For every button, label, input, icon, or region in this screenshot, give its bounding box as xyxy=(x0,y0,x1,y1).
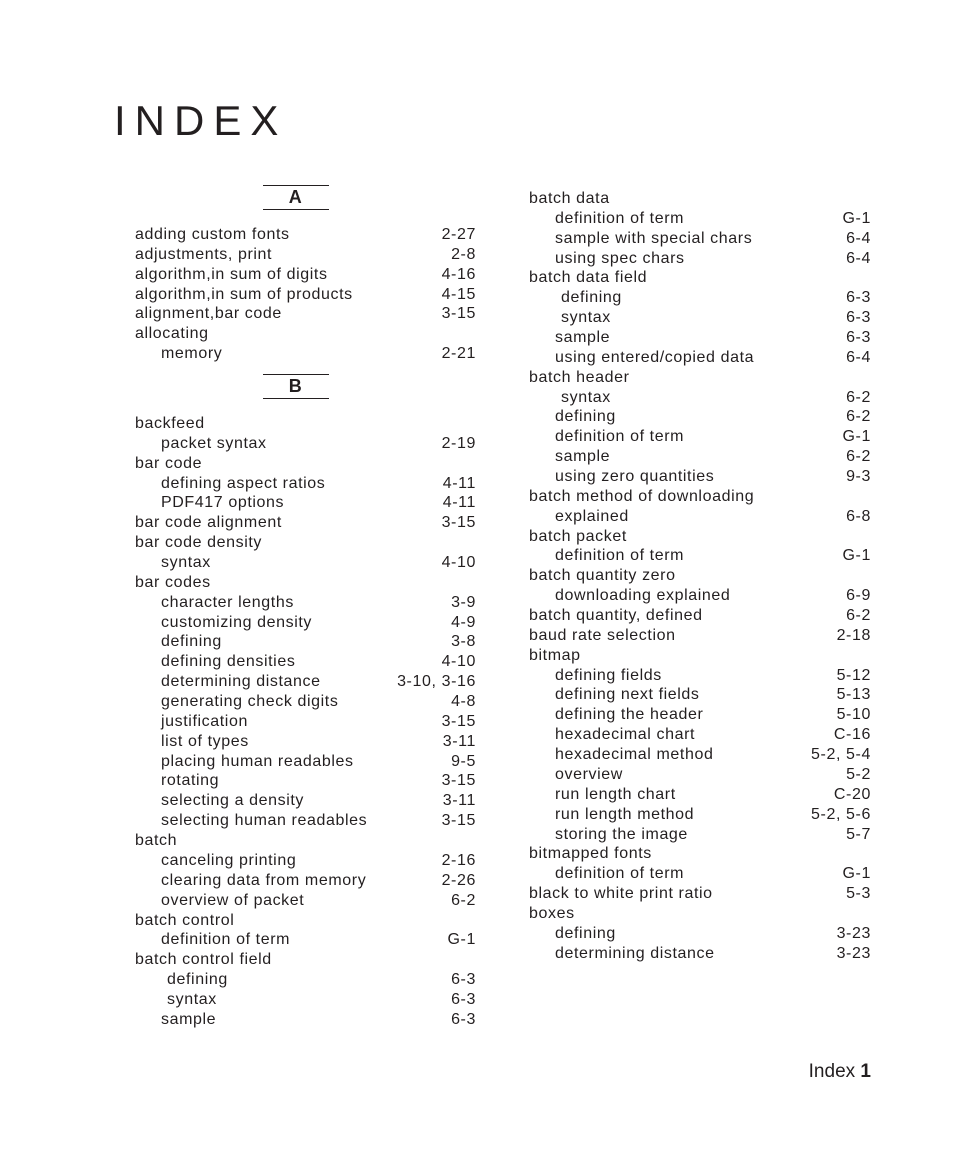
entry-term: defining xyxy=(161,633,222,651)
index-entry xyxy=(529,487,871,507)
entry-term: customizing density xyxy=(161,613,313,631)
entry-page-ref: 4-16 xyxy=(441,265,476,283)
index-subentry xyxy=(135,851,476,871)
entry-term: defining densities xyxy=(161,653,296,671)
index-entry xyxy=(135,285,476,305)
index-subentry xyxy=(529,308,871,328)
entry-page-ref: 3-11 xyxy=(442,732,476,750)
index-subentry xyxy=(529,427,871,447)
index-subentry xyxy=(529,685,871,705)
index-subentry xyxy=(135,632,476,652)
index-subentry xyxy=(135,344,476,364)
entry-term: definition of term xyxy=(161,931,291,949)
entry-term: syntax xyxy=(561,388,611,406)
entry-term: bar code alignment xyxy=(135,514,282,532)
entry-term: defining the header xyxy=(555,706,704,724)
entry-term: character lengths xyxy=(161,593,294,611)
index-entry xyxy=(529,904,871,924)
entry-page-ref: 6-3 xyxy=(451,1010,476,1028)
entry-term: selecting human readables xyxy=(161,812,368,830)
index-entry xyxy=(529,189,871,209)
index-subentry xyxy=(529,944,871,964)
entry-term: generating check digits xyxy=(161,693,339,711)
index-entry xyxy=(529,844,871,864)
entry-page-ref: 2-16 xyxy=(441,851,476,869)
index-subentry xyxy=(135,613,476,633)
entry-page-ref: G-1 xyxy=(842,865,871,883)
index-subentry xyxy=(135,811,476,831)
index-entry xyxy=(529,606,871,626)
entry-term: batch quantity, defined xyxy=(529,607,703,625)
entry-page-ref: 6-2 xyxy=(846,388,871,406)
footer-label: Index xyxy=(808,1061,856,1082)
index-entry xyxy=(135,324,476,344)
index-subentry xyxy=(135,990,476,1010)
index-subentry xyxy=(529,785,871,805)
entry-page-ref: 3-23 xyxy=(836,944,871,962)
index-entry xyxy=(135,513,476,533)
index-subentry xyxy=(529,249,871,269)
entry-term: sample with special chars xyxy=(555,229,753,247)
index-entry xyxy=(135,950,476,970)
entry-term: defining aspect ratios xyxy=(161,474,326,492)
entry-term: boxes xyxy=(529,904,575,922)
entry-term: defining xyxy=(555,408,616,426)
entry-page-ref: 2-8 xyxy=(451,245,476,263)
entry-page-ref: 6-3 xyxy=(846,309,871,327)
entry-page-ref: 6-3 xyxy=(451,971,476,989)
index-entry xyxy=(529,268,871,288)
index-subentry xyxy=(529,447,871,467)
index-entry xyxy=(135,225,476,245)
entry-term: baud rate selection xyxy=(529,626,676,644)
index-subentry xyxy=(529,765,871,785)
entry-page-ref: 5-3 xyxy=(846,885,871,903)
index-entry xyxy=(529,884,871,904)
entry-term: defining next fields xyxy=(555,686,700,704)
entry-page-ref: 5-2, 5-6 xyxy=(811,805,871,823)
entry-page-ref: 2-27 xyxy=(441,226,476,243)
index-column-left xyxy=(135,185,476,1030)
index-subentry xyxy=(529,209,871,229)
entry-term: determining distance xyxy=(161,673,321,691)
page-number: 1 xyxy=(860,1061,871,1082)
entry-term: defining xyxy=(167,971,228,989)
index-subentry xyxy=(529,725,871,745)
entry-page-ref: 6-4 xyxy=(846,348,871,366)
index-subentry xyxy=(135,672,476,692)
entry-page-ref: 4-9 xyxy=(451,613,476,631)
index-subentry xyxy=(529,864,871,884)
entry-term: adjustments, print xyxy=(135,245,273,263)
index-subentry xyxy=(135,970,476,990)
entry-term: syntax xyxy=(167,990,217,1008)
entry-page-ref: 4-11 xyxy=(442,494,476,512)
entry-term: black to white print ratio xyxy=(529,885,713,903)
index-subentry xyxy=(135,771,476,791)
entry-page-ref: 6-9 xyxy=(846,587,871,605)
index-entry xyxy=(135,573,476,593)
index-subentry xyxy=(135,752,476,772)
entry-term: explained xyxy=(555,507,629,525)
entry-term: using spec chars xyxy=(555,249,685,267)
entry-page-ref: 5-12 xyxy=(836,666,871,684)
entry-term: backfeed xyxy=(135,415,205,433)
entry-term: hexadecimal method xyxy=(555,746,714,764)
index-subentry xyxy=(135,871,476,891)
index-subentry xyxy=(135,434,476,454)
entry-term: clearing data from memory xyxy=(161,871,367,889)
entry-page-ref: 3-8 xyxy=(451,633,476,651)
index-subentry xyxy=(135,493,476,513)
index-subentry xyxy=(529,467,871,487)
index-entry xyxy=(135,911,476,931)
index-subentry xyxy=(529,666,871,686)
index-subentry xyxy=(135,474,476,494)
entry-term: syntax xyxy=(161,554,211,572)
entry-term: batch packet xyxy=(529,527,627,545)
entry-term: storing the image xyxy=(555,825,688,843)
entry-term: using zero quantities xyxy=(555,468,715,486)
entry-term: sample xyxy=(161,1010,217,1028)
entry-page-ref: 5-2 xyxy=(846,765,871,783)
entry-term: run length chart xyxy=(555,785,676,803)
index-entry xyxy=(135,831,476,851)
index-subentry xyxy=(135,930,476,950)
entry-term: batch data field xyxy=(529,269,648,287)
entry-page-ref: 4-8 xyxy=(451,693,476,711)
index-entry xyxy=(529,527,871,547)
index-entry xyxy=(529,646,871,666)
entry-term: batch xyxy=(135,832,178,850)
entry-term: memory xyxy=(161,345,223,363)
entry-term: PDF417 options xyxy=(161,494,285,512)
entry-term: determining distance xyxy=(555,944,715,962)
index-subentry xyxy=(529,348,871,368)
entry-page-ref: 5-10 xyxy=(836,706,871,724)
index-subentry xyxy=(135,593,476,613)
index-subentry xyxy=(529,328,871,348)
entry-term: bar code density xyxy=(135,534,263,552)
index-subentry xyxy=(529,586,871,606)
entry-page-ref: 3-9 xyxy=(451,593,476,611)
entry-page-ref: 2-18 xyxy=(836,626,871,644)
index-entry xyxy=(135,304,476,324)
entry-page-ref: G-1 xyxy=(447,931,476,949)
entry-page-ref: 3-10, 3-16 xyxy=(397,673,476,691)
entry-page-ref: 2-21 xyxy=(441,345,476,363)
entry-page-ref: 6-2 xyxy=(846,607,871,625)
index-entry xyxy=(135,414,476,434)
entry-term: adding custom fonts xyxy=(135,226,290,243)
entry-term: hexadecimal chart xyxy=(555,726,696,744)
index-subentry xyxy=(529,388,871,408)
page-title: INDEX xyxy=(114,97,288,144)
entry-term: defining fields xyxy=(555,666,662,684)
index-subentry xyxy=(529,805,871,825)
entry-page-ref: C-16 xyxy=(833,726,871,744)
index-subentry xyxy=(529,745,871,765)
entry-term: batch control field xyxy=(135,951,272,969)
entry-term: overview of packet xyxy=(161,891,305,909)
entry-page-ref: 2-19 xyxy=(441,434,476,452)
entry-page-ref: 6-3 xyxy=(846,329,871,347)
entry-page-ref: 6-8 xyxy=(846,507,871,525)
index-subentry xyxy=(135,712,476,732)
entry-page-ref: 3-23 xyxy=(836,924,871,942)
index-column-right xyxy=(529,189,871,964)
index-subentry xyxy=(135,791,476,811)
entry-term: batch quantity zero xyxy=(529,567,676,585)
index-entry xyxy=(529,626,871,646)
index-subentry xyxy=(135,553,476,573)
entry-page-ref: 3-15 xyxy=(441,712,476,730)
index-subentry xyxy=(529,924,871,944)
entry-page-ref: 3-15 xyxy=(441,772,476,790)
index-subentry xyxy=(529,288,871,308)
index-subentry xyxy=(529,546,871,566)
index-subentry xyxy=(529,507,871,527)
entry-page-ref: 4-11 xyxy=(442,474,476,492)
entry-term: sample xyxy=(555,448,611,466)
entry-term: packet syntax xyxy=(161,434,267,452)
entry-term: selecting a density xyxy=(161,792,305,810)
entry-term: bar code xyxy=(135,454,203,472)
entry-term: canceling printing xyxy=(161,851,297,869)
entry-page-ref: 4-15 xyxy=(441,285,476,303)
entry-term: sample xyxy=(555,329,611,347)
entry-page-ref: 9-5 xyxy=(451,752,476,770)
entry-term: run length method xyxy=(555,805,695,823)
index-subentry xyxy=(135,692,476,712)
entry-term: algorithm,in sum of products xyxy=(135,285,353,303)
index-subentry xyxy=(135,891,476,911)
entry-term: definition of term xyxy=(555,547,685,565)
index-entry xyxy=(529,566,871,586)
entry-term: algorithm,in sum of digits xyxy=(135,265,328,283)
entry-term: placing human readables xyxy=(161,752,354,770)
entry-page-ref: 5-13 xyxy=(836,686,871,704)
entry-term: definition of term xyxy=(555,865,685,883)
entry-page-ref: 5-2, 5-4 xyxy=(811,746,871,764)
page-footer xyxy=(809,1061,871,1083)
entry-term: syntax xyxy=(561,309,611,327)
entry-term: batch method of downloading xyxy=(529,487,755,505)
entry-term: list of types xyxy=(161,732,249,750)
entry-term: batch data xyxy=(529,190,610,207)
entry-term: alignment,bar code xyxy=(135,305,282,323)
entry-page-ref: 6-2 xyxy=(451,891,476,909)
entry-page-ref: 5-7 xyxy=(846,825,871,843)
entry-term: batch header xyxy=(529,368,630,386)
entry-page-ref: 6-3 xyxy=(846,289,871,307)
entry-page-ref: 9-3 xyxy=(846,468,871,486)
entry-page-ref: G-1 xyxy=(842,547,871,565)
index-subentry xyxy=(529,407,871,427)
entry-term: bar codes xyxy=(135,573,211,591)
section-letter-a: A xyxy=(263,185,329,210)
index-subentry xyxy=(135,652,476,672)
entry-term: batch control xyxy=(135,911,235,929)
index-subentry xyxy=(529,825,871,845)
entry-term: bitmapped fonts xyxy=(529,845,652,863)
entry-page-ref: 4-10 xyxy=(441,653,476,671)
index-entry xyxy=(135,454,476,474)
index-entry xyxy=(529,368,871,388)
entry-page-ref: 3-15 xyxy=(441,812,476,830)
entry-term: defining xyxy=(555,924,616,942)
entry-term: using entered/copied data xyxy=(555,348,755,366)
entry-term: downloading explained xyxy=(555,587,731,605)
index-subentry xyxy=(135,1010,476,1030)
entry-page-ref: 3-15 xyxy=(441,514,476,532)
entry-page-ref: 3-15 xyxy=(441,305,476,323)
section-letter-b: B xyxy=(263,374,329,399)
entry-page-ref: 2-26 xyxy=(441,871,476,889)
index-subentry xyxy=(529,705,871,725)
entry-term: bitmap xyxy=(529,646,581,664)
entry-page-ref: 3-11 xyxy=(442,792,476,810)
entry-page-ref: 6-4 xyxy=(846,229,871,247)
entry-page-ref: 4-10 xyxy=(441,554,476,572)
entry-term: overview xyxy=(555,765,623,783)
index-entry xyxy=(135,245,476,265)
entry-page-ref: C-20 xyxy=(833,785,871,803)
index-entry xyxy=(135,533,476,553)
entry-term: rotating xyxy=(161,772,220,790)
index-subentry xyxy=(135,732,476,752)
entry-page-ref: 6-3 xyxy=(451,990,476,1008)
entry-term: definition of term xyxy=(555,428,685,446)
entry-term: justification xyxy=(161,712,248,730)
entry-page-ref: 6-4 xyxy=(846,249,871,267)
entry-page-ref: 6-2 xyxy=(846,448,871,466)
entry-term: defining xyxy=(561,289,622,307)
index-entry xyxy=(135,265,476,285)
entry-term: definition of term xyxy=(555,209,685,227)
entry-page-ref: G-1 xyxy=(842,209,871,227)
entry-page-ref: 6-2 xyxy=(846,408,871,426)
index-subentry xyxy=(529,229,871,249)
entry-term: allocating xyxy=(135,325,209,343)
entry-page-ref: G-1 xyxy=(842,428,871,446)
